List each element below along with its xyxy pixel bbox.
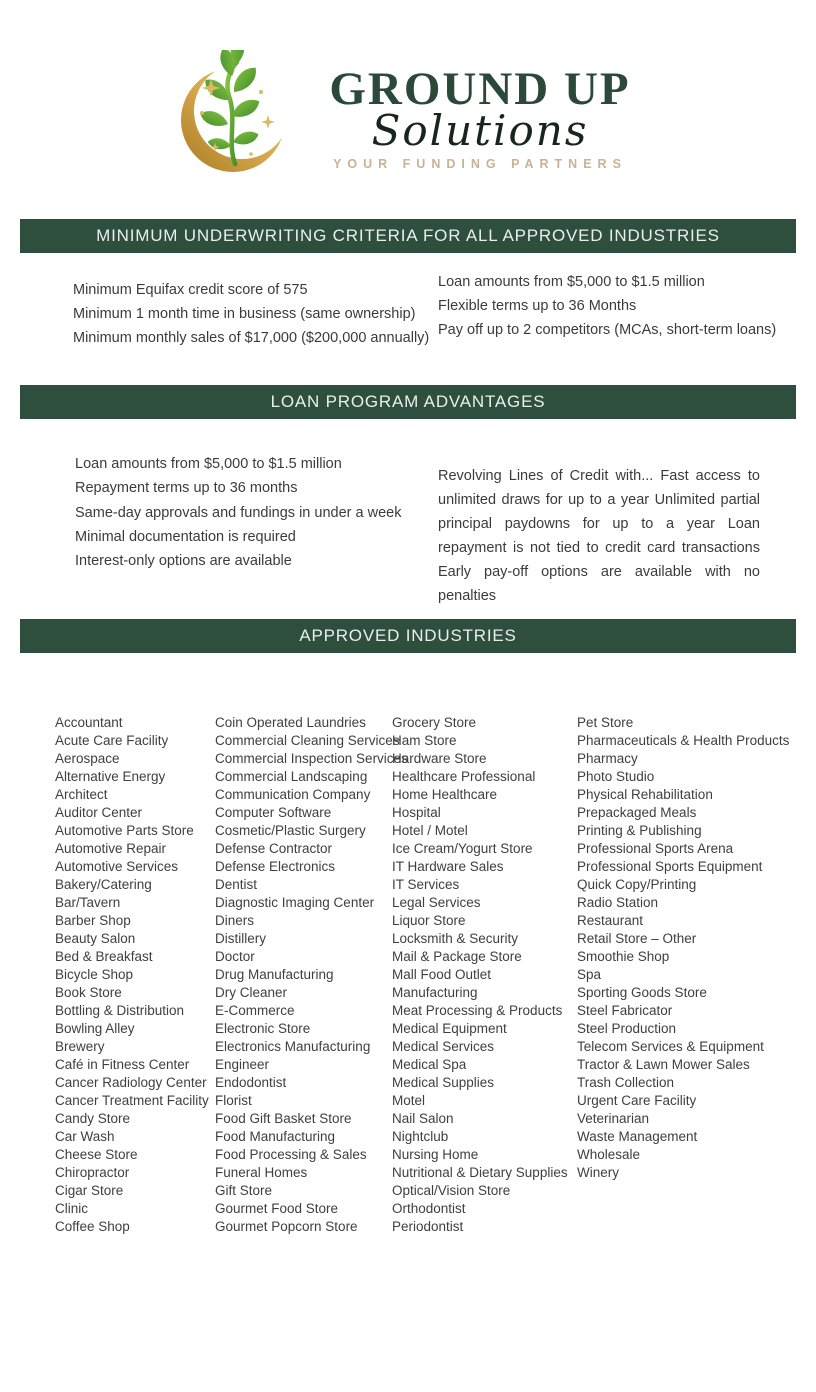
industry-item: Cheese Store bbox=[55, 1147, 138, 1162]
industry-item: Nail Salon bbox=[392, 1111, 454, 1126]
industry-item: Orthodontist bbox=[392, 1201, 466, 1216]
industries-section-banner: APPROVED INDUSTRIES bbox=[20, 619, 796, 653]
industry-item: Diagnostic Imaging Center bbox=[215, 895, 375, 910]
industry-item: IT Hardware Sales bbox=[392, 859, 504, 874]
industry-item: Florist bbox=[215, 1093, 252, 1108]
industry-item: Nursing Home bbox=[392, 1147, 479, 1162]
industry-item: Professional Sports Arena bbox=[577, 841, 734, 856]
industry-item: Acute Care Facility bbox=[55, 733, 169, 748]
industry-item: Meat Processing & Products bbox=[392, 1003, 563, 1018]
industry-item: Cancer Treatment Facility bbox=[55, 1093, 209, 1108]
industry-item: Café in Fitness Center bbox=[55, 1057, 190, 1072]
industry-item: IT Services bbox=[392, 877, 460, 892]
industry-item: Tractor & Lawn Mower Sales bbox=[577, 1057, 750, 1072]
industry-item: Nutritional & Dietary Supplies bbox=[392, 1165, 568, 1180]
industry-item: Electronics Manufacturing bbox=[215, 1039, 371, 1054]
industry-item: Photo Studio bbox=[577, 769, 655, 784]
underwriting-item: Minimum Equifax credit score of 575 bbox=[73, 282, 308, 298]
industry-item: Ham Store bbox=[392, 733, 457, 748]
underwriting-item: Flexible terms up to 36 Months bbox=[438, 298, 637, 314]
industry-item: Communication Company bbox=[215, 787, 371, 802]
industry-item: Spa bbox=[577, 967, 602, 982]
industry-item: Hospital bbox=[392, 805, 441, 820]
industries-column-1 bbox=[55, 714, 215, 1236]
industry-item: Pet Store bbox=[577, 715, 634, 730]
industry-item: Trash Collection bbox=[577, 1075, 675, 1090]
industry-item: Sporting Goods Store bbox=[577, 985, 707, 1000]
industry-item: Pharmaceuticals & Health Products bbox=[577, 733, 790, 748]
industry-item: Legal Services bbox=[392, 895, 481, 910]
industry-item: Gourmet Popcorn Store bbox=[215, 1219, 358, 1234]
industry-item: Diners bbox=[215, 913, 255, 928]
industry-item: Food Manufacturing bbox=[215, 1129, 336, 1144]
industry-item: Barber Shop bbox=[55, 913, 131, 928]
industry-item: Clinic bbox=[55, 1201, 89, 1216]
industry-item: Cigar Store bbox=[55, 1183, 124, 1198]
underwriting-item: Loan amounts from $5,000 to $1.5 million bbox=[438, 274, 705, 290]
industry-item: Medical Services bbox=[392, 1039, 495, 1054]
advantages-right-paragraph: Revolving Lines of Credit with... Fast access to unlimited draws for up to a year Unlimited partial principal paydowns for up to a year Loan repayment is not tied to credit card transactions Early pay-off options are available with no penalties bbox=[438, 467, 760, 604]
industry-item: Drug Manufacturing bbox=[215, 967, 334, 982]
industry-item: Restaurant bbox=[577, 913, 644, 928]
industry-item: E-Commerce bbox=[215, 1003, 295, 1018]
underwriting-right-list bbox=[438, 270, 776, 342]
industry-item: Steel Production bbox=[577, 1021, 677, 1036]
industry-item: Printing & Publishing bbox=[577, 823, 702, 838]
underwriting-section-banner: MINIMUM UNDERWRITING CRITERIA FOR ALL APPROVED INDUSTRIES bbox=[20, 219, 796, 253]
industry-item: Professional Sports Equipment bbox=[577, 859, 763, 874]
industry-item: Commercial Inspection Services bbox=[215, 751, 408, 766]
industry-item: Periodontist bbox=[392, 1219, 464, 1234]
industry-item: Smoothie Shop bbox=[577, 949, 670, 964]
industry-item: Liquor Store bbox=[392, 913, 466, 928]
underwriting-item: Pay off up to 2 competitors (MCAs, short-term loans) bbox=[438, 322, 777, 338]
industry-item: Retail Store – Other bbox=[577, 931, 697, 946]
industry-item: Ice Cream/Yogurt Store bbox=[392, 841, 533, 856]
industry-item: Architect bbox=[55, 787, 108, 802]
industry-item: Defense Contractor bbox=[215, 841, 333, 856]
industry-item: Doctor bbox=[215, 949, 255, 964]
industry-item: Veterinarian bbox=[577, 1111, 650, 1126]
industry-item: Electronic Store bbox=[215, 1021, 311, 1036]
industry-item: Candy Store bbox=[55, 1111, 131, 1126]
industry-item: Endodontist bbox=[215, 1075, 287, 1090]
industry-item: Urgent Care Facility bbox=[577, 1093, 697, 1108]
advantages-section-banner: LOAN PROGRAM ADVANTAGES bbox=[20, 385, 796, 419]
industry-item: Bowling Alley bbox=[55, 1021, 135, 1036]
industry-item: Mail & Package Store bbox=[392, 949, 522, 964]
industry-item: Defense Electronics bbox=[215, 859, 336, 874]
industry-item: Automotive Repair bbox=[55, 841, 167, 856]
industry-item: Book Store bbox=[55, 985, 122, 1000]
industry-item: Bar/Tavern bbox=[55, 895, 121, 910]
industry-item: Food Gift Basket Store bbox=[215, 1111, 352, 1126]
industry-item: Gourmet Food Store bbox=[215, 1201, 339, 1216]
industry-item: Funeral Homes bbox=[215, 1165, 308, 1180]
industry-item: Radio Station bbox=[577, 895, 659, 910]
industry-item: Commercial Cleaning Services bbox=[215, 733, 400, 748]
industry-item: Quick Copy/Printing bbox=[577, 877, 697, 892]
industries-column-3 bbox=[392, 714, 577, 1236]
logo-emblem-icon bbox=[171, 50, 301, 187]
industry-item: Manufacturing bbox=[392, 985, 478, 1000]
industry-item: Cancer Radiology Center bbox=[55, 1075, 207, 1090]
industry-item: Cosmetic/Plastic Surgery bbox=[215, 823, 366, 838]
industry-item: Nightclub bbox=[392, 1129, 449, 1144]
underwriting-left-list bbox=[73, 278, 429, 350]
industry-item: Alternative Energy bbox=[55, 769, 166, 784]
industry-item: Computer Software bbox=[215, 805, 332, 820]
underwriting-item: Minimum 1 month time in business (same ownership) bbox=[73, 306, 416, 322]
logo-header bbox=[0, 50, 816, 187]
industry-item: Coffee Shop bbox=[55, 1219, 130, 1234]
logo-title: GROUND UP bbox=[329, 63, 631, 116]
industry-item: Bicycle Shop bbox=[55, 967, 134, 982]
industry-item: Beauty Salon bbox=[55, 931, 136, 946]
industry-item: Aerospace bbox=[55, 751, 120, 766]
industry-item: Telecom Services & Equipment bbox=[577, 1039, 764, 1054]
industry-item: Locksmith & Security bbox=[392, 931, 519, 946]
industry-item: Accountant bbox=[55, 715, 123, 730]
industry-item: Optical/Vision Store bbox=[392, 1183, 511, 1198]
advantage-item: Interest-only options are available bbox=[75, 553, 292, 570]
industry-item: Chiropractor bbox=[55, 1165, 130, 1180]
industry-item: Waste Management bbox=[577, 1129, 698, 1144]
industry-item: Mall Food Outlet bbox=[392, 967, 492, 982]
industry-item: Coin Operated Laundries bbox=[215, 715, 366, 730]
industries-column-4 bbox=[577, 714, 795, 1236]
industry-item: Pharmacy bbox=[577, 751, 638, 766]
industry-item: Steel Fabricator bbox=[577, 1003, 673, 1018]
advantage-item: Repayment terms up to 36 months bbox=[75, 480, 298, 497]
industries-column-2 bbox=[215, 714, 408, 1236]
industry-item: Gift Store bbox=[215, 1183, 273, 1198]
industry-item: Grocery Store bbox=[392, 715, 477, 730]
logo-tagline: YOUR FUNDING PARTNERS bbox=[333, 156, 627, 171]
logo-script-title: Solutions bbox=[371, 106, 589, 156]
advantage-item: Same-day approvals and fundings in under a week bbox=[75, 504, 402, 521]
industry-item: Bottling & Distribution bbox=[55, 1003, 185, 1018]
advantage-item: Minimal documentation is required bbox=[75, 528, 296, 545]
industry-item: Healthcare Professional bbox=[392, 769, 536, 784]
industry-item: Dry Cleaner bbox=[215, 985, 288, 1000]
industry-item: Medical Equipment bbox=[392, 1021, 507, 1036]
industry-item: Medical Spa bbox=[392, 1057, 467, 1072]
industry-item: Engineer bbox=[215, 1057, 270, 1072]
industry-item: Brewery bbox=[55, 1039, 105, 1054]
underwriting-item: Minimum monthly sales of $17,000 ($200,000 annually) bbox=[73, 330, 430, 346]
industry-item: Distillery bbox=[215, 931, 267, 946]
industry-item: Automotive Parts Store bbox=[55, 823, 194, 838]
industry-item: Hotel / Motel bbox=[392, 823, 468, 838]
industry-item: Dentist bbox=[215, 877, 258, 892]
industry-item: Commercial Landscaping bbox=[215, 769, 368, 784]
industry-item: Wholesale bbox=[577, 1147, 641, 1162]
industry-item: Hardware Store bbox=[392, 751, 487, 766]
industry-item: Motel bbox=[392, 1093, 426, 1108]
industry-item: Bed & Breakfast bbox=[55, 949, 153, 964]
industry-item: Home Healthcare bbox=[392, 787, 498, 802]
industry-item: Auditor Center bbox=[55, 805, 143, 820]
industry-item: Food Processing & Sales bbox=[215, 1147, 367, 1162]
approved-industries-grid bbox=[55, 714, 795, 1236]
industry-item: Physical Rehabilitation bbox=[577, 787, 713, 802]
industry-item: Medical Supplies bbox=[392, 1075, 495, 1090]
industry-item: Prepackaged Meals bbox=[577, 805, 697, 820]
advantages-left-list bbox=[75, 452, 401, 573]
industry-item: Automotive Services bbox=[55, 859, 179, 874]
industry-item: Bakery/Catering bbox=[55, 877, 152, 892]
advantage-item: Loan amounts from $5,000 to $1.5 million bbox=[75, 456, 342, 472]
industry-item: Winery bbox=[577, 1165, 620, 1180]
industry-item: Car Wash bbox=[55, 1129, 115, 1144]
